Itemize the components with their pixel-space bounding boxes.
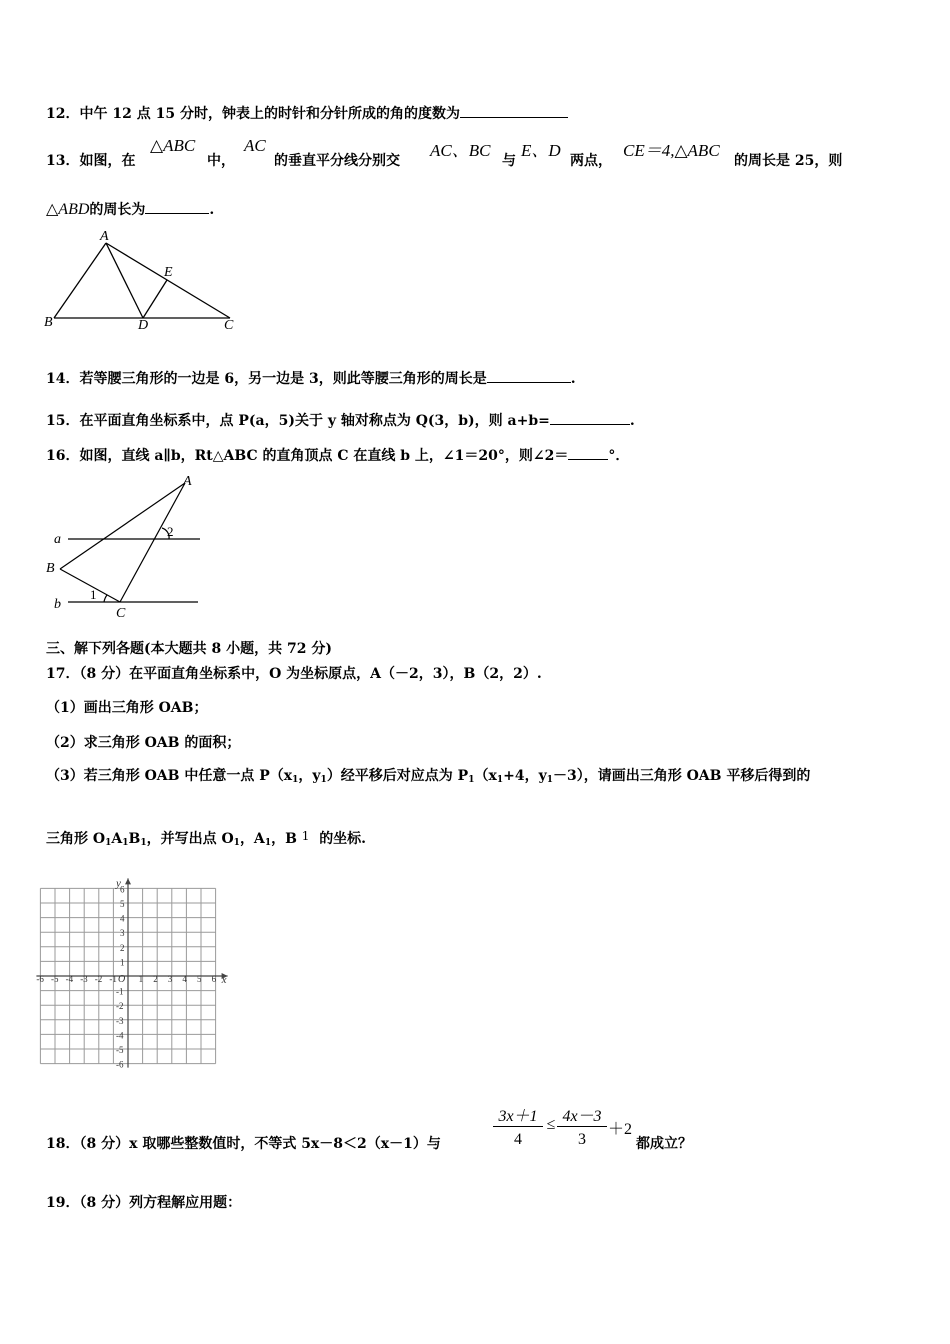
q13-label-a: A xyxy=(100,229,109,244)
question-12 xyxy=(46,103,568,123)
q17-sub-index: 1 xyxy=(496,775,504,785)
x-tick-label: 3 xyxy=(167,974,173,984)
x-tick-label: -2 xyxy=(94,974,103,984)
q18-fraction-1-denominator: 4 xyxy=(514,1131,522,1148)
q13-text-1: 如图，在 xyxy=(79,153,136,169)
question-17 xyxy=(46,663,542,683)
y-axis-arrow-icon xyxy=(125,878,131,884)
q18-fraction-2-denominator: 3 xyxy=(578,1131,586,1148)
q16-label-a-vertex: A xyxy=(183,474,192,489)
q17-s4-part-c: B xyxy=(128,831,141,847)
q12-answer-blank[interactable] xyxy=(460,105,568,118)
q13-text-5: 两点， xyxy=(570,153,612,169)
q13-label-c: C xyxy=(224,318,234,333)
x-tick-label: -6 xyxy=(36,974,44,984)
q18-text-1: （8 分）x 取哪些整数值时，不等式 5x－8＜2（x－1）与 xyxy=(79,1136,441,1152)
q17-text: （8 分）在平面直角坐标系中，O 为坐标原点，A（－2，3），B（2，2）. xyxy=(79,666,542,682)
q17-number: 17． xyxy=(46,666,80,682)
section-3-heading: 三、解下列各题(本大题共 8 小题，共 72 分) xyxy=(46,641,332,657)
q17-sub-4 xyxy=(46,828,366,848)
q17-s4-part-a: 三角形 O xyxy=(46,831,106,847)
q13-text-4: 与 xyxy=(502,153,516,169)
x-tick-label: 6 xyxy=(211,974,217,984)
y-tick-label: 5 xyxy=(120,899,125,909)
y-tick-label: -3 xyxy=(116,1015,124,1026)
q13-math-ce: CE＝4,△ABC xyxy=(623,141,720,160)
q18-fraction-1-numerator: 3x＋1 xyxy=(498,1108,538,1125)
q13-triangle-figure xyxy=(40,228,250,338)
q12-text: 中午 12 点 15 分时，钟表上的时针和分针所成的角的度数为 xyxy=(79,106,460,122)
q13-math-ac: AC xyxy=(244,136,266,155)
q18-plus-two: ＋2 xyxy=(607,1121,632,1138)
q18-leq-sign: ≤ xyxy=(546,1116,556,1133)
question-19 xyxy=(46,1192,241,1212)
y-tick-label: -1 xyxy=(116,986,124,997)
q17-s4-part-h: 的坐标. xyxy=(319,831,367,847)
question-13-line2 xyxy=(46,199,214,219)
y-tick-label: -5 xyxy=(116,1045,124,1055)
q13-math-abd: △ABD xyxy=(46,201,90,218)
q13-text-6: 的周长是 25，则 xyxy=(734,153,843,169)
q17-sub-index: 1 xyxy=(233,838,240,848)
q17-s3-part-f: －3），请画出三角形 OAB 平移后得到的 xyxy=(552,768,811,784)
q15-period: . xyxy=(629,413,635,429)
q17-sub-index: 1 xyxy=(105,838,112,848)
q13-text-3: 的垂直平分线分别交 xyxy=(274,153,400,169)
q15-text: 在平面直角坐标系中，点 P(a，5)关于 y 轴对称点为 Q(3，b)，则 a+b= xyxy=(79,413,550,429)
q17-s3-part-c: ）经平移后对应点为 P xyxy=(326,768,469,784)
q16-angle-1-arc xyxy=(104,595,107,602)
q17-sub-2: （2）求三角形 OAB 的面积； xyxy=(46,735,241,751)
x-tick-label: -5 xyxy=(51,974,59,984)
y-tick-label: -2 xyxy=(116,1001,124,1012)
q17-sub-index: 1 xyxy=(122,838,129,848)
q17-s4-part-d: ，并写出点 O xyxy=(146,831,234,847)
question-14 xyxy=(46,368,576,388)
question-15 xyxy=(46,410,635,430)
q16-label-b-vertex: B xyxy=(46,561,55,576)
q14-number: 14． xyxy=(46,371,80,387)
origin-label: O xyxy=(118,974,126,985)
q13-math-e-d: E、D xyxy=(521,141,561,160)
y-tick-label: 6 xyxy=(120,884,125,895)
q13-period: . xyxy=(209,202,215,218)
q19-number: 19． xyxy=(46,1195,80,1211)
q13-text-2: 中， xyxy=(207,153,235,169)
q18-fraction-2-bar xyxy=(557,1126,607,1127)
q17-coordinate-grid[interactable] xyxy=(36,864,240,1076)
y-tick-label: -4 xyxy=(116,1030,124,1041)
q17-s4-part-f: ，B xyxy=(271,831,297,847)
q15-answer-blank[interactable] xyxy=(550,412,630,425)
x-tick-label: -3 xyxy=(80,974,88,984)
q13-label-e: E xyxy=(164,265,173,280)
x-tick-label: -1 xyxy=(109,974,117,984)
q17-sub-index: 1 xyxy=(320,775,327,785)
y-tick-label: -6 xyxy=(116,1059,124,1070)
q17-s3-part-a: （3）若三角形 OAB 中任意一点 P（x xyxy=(46,768,293,784)
x-tick-label: 4 xyxy=(182,974,187,984)
q17-s3-part-d: （x xyxy=(474,768,497,784)
q18-number: 18． xyxy=(46,1136,80,1152)
q17-s3-part-e: +4，y xyxy=(503,768,547,784)
y-axis-label: y xyxy=(116,877,121,890)
question-13-line1 xyxy=(46,150,135,170)
x-tick-label: 2 xyxy=(153,974,158,984)
q13-segment-ba xyxy=(54,243,106,318)
q17-sub-1: （1）画出三角形 OAB； xyxy=(46,700,208,716)
q17-s4-part-b: A xyxy=(111,831,123,847)
q12-number: 12． xyxy=(46,106,80,122)
q13-label-b: B xyxy=(44,315,53,330)
q16-text: 如图，直线 a∥b，Rt△ABC 的直角顶点 C 在直线 b 上，∠1＝20°，则∠2＝ xyxy=(79,448,569,464)
q17-s4-index: 1 xyxy=(301,829,310,843)
x-tick-label: 5 xyxy=(197,974,202,984)
q17-s4-part-e: ，A xyxy=(239,831,265,847)
y-tick-label: 3 xyxy=(120,928,125,939)
q13-number: 13． xyxy=(46,153,80,169)
x-axis-label: x xyxy=(221,974,227,986)
q13-segment-de xyxy=(143,280,167,318)
q16-parallel-lines-figure xyxy=(40,472,210,620)
x-tick-label: 1 xyxy=(138,974,144,984)
question-18 xyxy=(46,1133,441,1153)
q16-label-line-a: a xyxy=(54,532,61,547)
q16-label-angle-2: 2 xyxy=(167,524,174,539)
q16-answer-blank[interactable] xyxy=(568,447,608,460)
q14-answer-blank[interactable] xyxy=(487,370,571,383)
q19-text: （8 分）列方程解应用题： xyxy=(79,1195,242,1211)
q17-sub-index: 1 xyxy=(140,838,147,848)
q16-segment-ac xyxy=(120,483,185,602)
q18-fraction-1-bar xyxy=(493,1126,543,1127)
q17-sub-index: 1 xyxy=(292,775,299,785)
y-tick-label: 4 xyxy=(120,913,125,924)
q17-s3-part-b: ，y xyxy=(298,768,321,784)
q14-period: . xyxy=(570,371,576,387)
y-tick-label: 2 xyxy=(120,942,125,953)
q14-text: 若等腰三角形的一边是 6，另一边是 3，则此等腰三角形的周长是 xyxy=(79,371,487,387)
q17-sub-index: 1 xyxy=(468,775,475,785)
q17-sub-3 xyxy=(46,765,810,785)
q16-label-c-vertex: C xyxy=(116,606,126,621)
q17-sub-index: 1 xyxy=(546,775,553,785)
q18-text-2: 都成立？ xyxy=(636,1136,692,1152)
q13-text-7: 的周长为 xyxy=(89,202,146,218)
q16-label-line-b: b xyxy=(54,597,61,612)
q17-sub-index: 1 xyxy=(264,838,272,848)
q16-number: 16． xyxy=(46,448,80,464)
y-tick-label: 1 xyxy=(120,957,125,968)
x-tick-label: -4 xyxy=(65,974,74,984)
q13-math-abc: △ABC xyxy=(150,136,196,155)
q13-label-d: D xyxy=(138,318,149,333)
q16-degree: °． xyxy=(608,448,630,464)
q13-math-ac-bc: AC、BC xyxy=(430,141,491,160)
q15-number: 15． xyxy=(46,413,80,429)
q13-answer-blank[interactable] xyxy=(145,201,209,214)
question-16 xyxy=(46,445,629,465)
q16-label-angle-1: 1 xyxy=(90,587,97,602)
q18-fraction-2-numerator: 4x－3 xyxy=(562,1108,602,1125)
